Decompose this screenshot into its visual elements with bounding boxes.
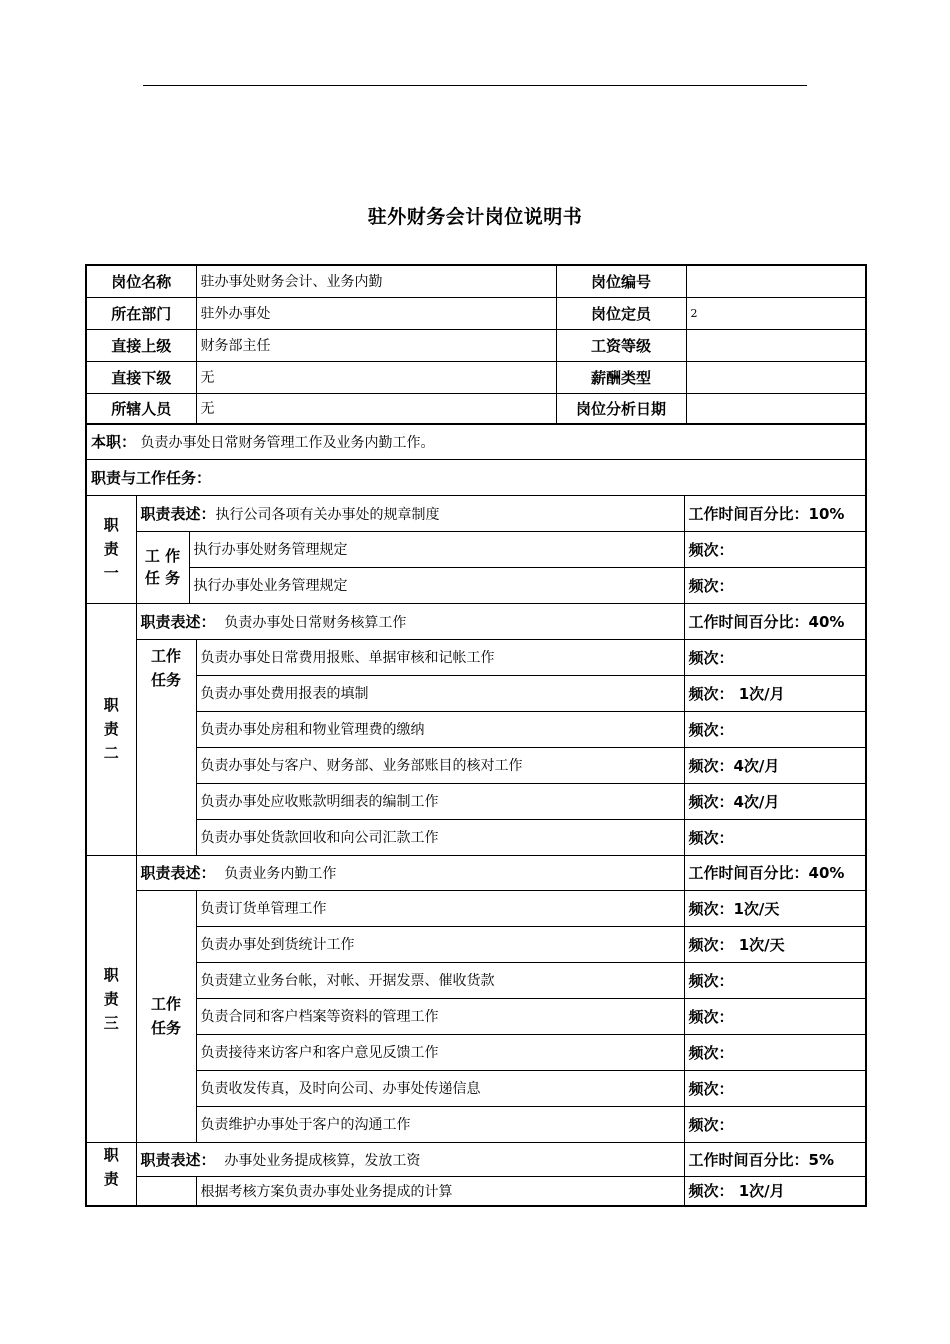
duty-name: 职责三 bbox=[86, 855, 136, 1142]
duty-desc bbox=[136, 1142, 684, 1176]
task-frequency: 频次： bbox=[684, 711, 866, 747]
task-frequency: 频次： bbox=[684, 819, 866, 855]
task-row bbox=[86, 1070, 866, 1106]
task-text: 负责建立业务台帐，对帐、开据发票、催收货款 bbox=[196, 962, 684, 998]
duty-desc-row bbox=[86, 1142, 866, 1176]
task-label: 工作任务 bbox=[136, 639, 196, 855]
duties-header: 职责与工作任务： bbox=[86, 459, 866, 495]
field-label: 所辖人员 bbox=[86, 393, 196, 424]
field-label: 岗位编号 bbox=[556, 265, 686, 297]
benzhi-row bbox=[86, 424, 866, 459]
field-value: 无 bbox=[196, 361, 556, 393]
duty-desc bbox=[136, 495, 684, 531]
duty-desc-row bbox=[86, 855, 866, 890]
desc-label: 职责表述： bbox=[140, 1150, 216, 1169]
duty-name: 职责一 bbox=[86, 495, 136, 603]
field-value bbox=[686, 329, 866, 361]
field-value: 驻外办事处 bbox=[196, 297, 556, 329]
task-text: 执行办事处财务管理规定 bbox=[189, 531, 684, 567]
field-label: 所在部门 bbox=[86, 297, 196, 329]
time-percent: 工作时间百分比：40% bbox=[684, 603, 866, 639]
task-row bbox=[86, 1106, 866, 1142]
desc-text: 负责业务内勤工作 bbox=[224, 866, 337, 882]
task-row bbox=[86, 747, 866, 783]
duty-name: 职责二 bbox=[86, 603, 136, 855]
desc-label: 职责表述： bbox=[140, 504, 216, 523]
task-frequency: 频次： bbox=[684, 1106, 866, 1142]
task-frequency: 频次：4次/月 bbox=[684, 783, 866, 819]
task-frequency: 频次： bbox=[684, 998, 866, 1034]
duty-name: 职责 bbox=[86, 1142, 136, 1206]
task-text: 根据考核方案负责办事处业务提成的计算 bbox=[196, 1176, 684, 1206]
task-text: 负责办事处与客户、财务部、业务部账目的核对工作 bbox=[196, 747, 684, 783]
task-text: 负责收发传真，及时向公司、办事处传递信息 bbox=[196, 1070, 684, 1106]
task-row bbox=[86, 639, 866, 675]
task-row bbox=[86, 819, 866, 855]
duty-desc bbox=[136, 603, 684, 639]
task-frequency: 频次： bbox=[684, 567, 866, 603]
duty-desc-row bbox=[86, 603, 866, 639]
task-frequency: 频次： 1次/月 bbox=[684, 1176, 866, 1206]
field-label: 工资等级 bbox=[556, 329, 686, 361]
info-row bbox=[86, 361, 866, 393]
task-row bbox=[86, 675, 866, 711]
info-row bbox=[86, 265, 866, 297]
task-text: 负责办事处日常费用报账、单据审核和记帐工作 bbox=[196, 639, 684, 675]
task-row bbox=[86, 962, 866, 998]
task-row bbox=[86, 926, 866, 962]
task-text: 负责办事处房租和物业管理费的缴纳 bbox=[196, 711, 684, 747]
task-text: 负责合同和客户档案等资料的管理工作 bbox=[196, 998, 684, 1034]
task-row bbox=[86, 890, 866, 926]
field-value bbox=[686, 361, 866, 393]
task-text: 负责办事处货款回收和向公司汇款工作 bbox=[196, 819, 684, 855]
field-value: 驻办事处财务会计、业务内勤 bbox=[196, 265, 556, 297]
task-row bbox=[86, 1176, 866, 1206]
field-value: 2 bbox=[686, 297, 866, 329]
duties-table bbox=[85, 423, 867, 1207]
field-label: 岗位定员 bbox=[556, 297, 686, 329]
time-percent: 工作时间百分比：40% bbox=[684, 855, 866, 890]
task-row bbox=[86, 998, 866, 1034]
benzhi-label: 本职： bbox=[91, 433, 137, 452]
time-percent: 工作时间百分比：5% bbox=[684, 1142, 866, 1176]
task-row bbox=[86, 567, 866, 603]
task-label-empty bbox=[136, 1176, 196, 1206]
task-frequency: 频次： bbox=[684, 1070, 866, 1106]
info-row bbox=[86, 329, 866, 361]
task-row bbox=[86, 711, 866, 747]
task-frequency: 频次： bbox=[684, 639, 866, 675]
task-text: 负责办事处到货统计工作 bbox=[196, 926, 684, 962]
desc-text: 办事处业务提成核算，发放工资 bbox=[224, 1152, 421, 1169]
task-text: 负责接待来访客户和客户意见反馈工作 bbox=[196, 1034, 684, 1070]
task-frequency: 频次： bbox=[684, 1034, 866, 1070]
task-text: 执行办事处业务管理规定 bbox=[189, 567, 684, 603]
field-value bbox=[686, 393, 866, 424]
duty-desc-row bbox=[86, 495, 866, 531]
page-title: 驻外财务会计岗位说明书 bbox=[367, 206, 583, 228]
field-label: 直接上级 bbox=[86, 329, 196, 361]
field-value bbox=[686, 265, 866, 297]
info-row bbox=[86, 393, 866, 424]
desc-label: 职责表述： bbox=[140, 612, 216, 631]
task-frequency: 频次： 1次/天 bbox=[684, 926, 866, 962]
task-frequency: 频次： bbox=[684, 531, 866, 567]
desc-text: 负责办事处日常财务核算工作 bbox=[224, 614, 407, 631]
header-rule bbox=[143, 85, 807, 86]
task-text: 负责办事处费用报表的填制 bbox=[196, 675, 684, 711]
task-row bbox=[86, 1034, 866, 1070]
benzhi-text: 负责办事处日常财务管理工作及业务内勤工作。 bbox=[140, 435, 435, 452]
field-value: 财务部主任 bbox=[196, 329, 556, 361]
field-label: 岗位分析日期 bbox=[556, 393, 686, 424]
duties-header-row bbox=[86, 459, 866, 495]
task-text: 负责订货单管理工作 bbox=[196, 890, 684, 926]
desc-label: 职责表述： bbox=[140, 864, 216, 882]
task-label: 工作任务 bbox=[136, 890, 196, 1142]
desc-text: 执行公司各项有关办事处的规章制度 bbox=[215, 506, 440, 523]
field-label: 直接下级 bbox=[86, 361, 196, 393]
duty-desc bbox=[136, 855, 684, 890]
field-label: 薪酬类型 bbox=[556, 361, 686, 393]
time-percent: 工作时间百分比：10% bbox=[684, 495, 866, 531]
task-text: 负责办事处应收账款明细表的编制工作 bbox=[196, 783, 684, 819]
task-frequency: 频次： 1次/月 bbox=[684, 675, 866, 711]
field-value: 无 bbox=[196, 393, 556, 424]
benzhi-cell bbox=[86, 424, 866, 459]
task-frequency: 频次：4次/月 bbox=[684, 747, 866, 783]
task-frequency: 频次： bbox=[684, 962, 866, 998]
task-row bbox=[86, 783, 866, 819]
task-text: 负责维护办事处于客户的沟通工作 bbox=[196, 1106, 684, 1142]
field-label: 岗位名称 bbox=[86, 265, 196, 297]
task-label: 工 作 任 务 bbox=[136, 531, 189, 603]
info-table bbox=[85, 264, 867, 425]
info-row bbox=[86, 297, 866, 329]
task-row bbox=[86, 531, 866, 567]
task-frequency: 频次：1次/天 bbox=[684, 890, 866, 926]
